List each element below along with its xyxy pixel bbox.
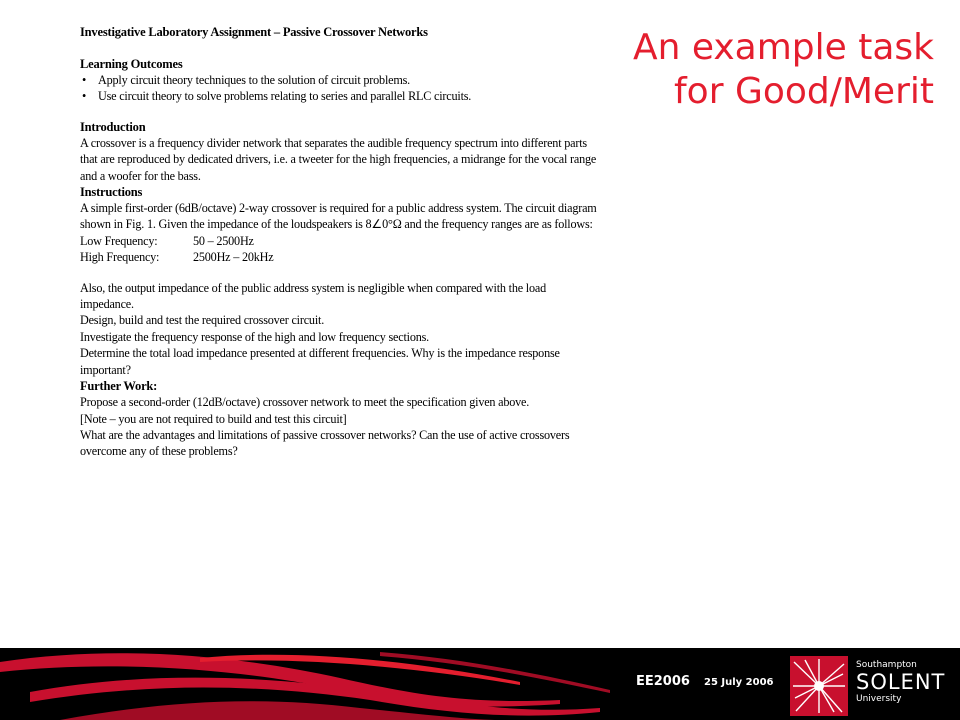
list-item: • Use circuit theory to solve problems relating to series and parallel RLC circuits. xyxy=(80,88,600,104)
instructions-text: A simple first-order (6dB/octave) 2-way crossover is required for a public address system. The circuit diagram shown in Fig. 1. Given the impedance of the loudspeakers is 8∠0°Ω and the frequency ranges are as follows: xyxy=(80,201,597,232)
course-code: EE2006 xyxy=(636,674,690,689)
logo-line: University xyxy=(856,694,902,704)
range-value: 2500Hz – 20kHz xyxy=(193,250,274,265)
document-title: Investigative Laboratory Assignment – Passive Crossover Networks xyxy=(80,25,428,39)
range-label: Low Frequency: xyxy=(80,233,158,248)
footer-date: 25 July 2006 xyxy=(704,677,774,688)
instructions-paragraph: Also, the output impedance of the public address system is negligible when compared with the load impedance. xyxy=(80,280,546,312)
assignment-document xyxy=(80,24,600,460)
frequency-ranges xyxy=(80,233,600,266)
range-value: 50 – 2500Hz xyxy=(193,233,254,248)
slide-title xyxy=(594,26,934,114)
further-work-note: [Note – you are not required to build and test this circuit] xyxy=(80,411,347,426)
further-work-heading: Further Work: xyxy=(80,379,158,394)
learning-outcomes-list xyxy=(80,72,600,105)
introduction-text: A crossover is a frequency divider network that separates the audible frequency spectrum into different parts that are reproduced by dedicated drivers, i.e. a tweeter for the high frequencies, a midrange for the vocal range and a woofer for the bass. xyxy=(80,135,597,183)
learning-outcomes-heading: Learning Outcomes xyxy=(80,57,183,71)
range-label: High Frequency: xyxy=(80,250,160,265)
list-item: • Apply circuit theory techniques to the solution of circuit problems. xyxy=(80,72,600,88)
slide-title-line: An example task xyxy=(632,27,934,68)
instructions-paragraph: Determine the total load impedance presented at different frequencies. Why is the impedance response important? xyxy=(80,346,560,377)
university-logo-text xyxy=(856,660,945,705)
range-row-high xyxy=(80,249,600,265)
introduction-heading: Introduction xyxy=(80,119,146,134)
further-work-question: What are the advantages and limitations of passive crossover networks? Can the use of active crossovers overcome any of these problems? xyxy=(80,427,570,459)
range-row-low xyxy=(80,233,600,249)
instructions-heading: Instructions xyxy=(80,185,143,200)
logo-line: SOLENT xyxy=(856,670,946,694)
instructions-paragraph: Investigate the frequency response of the high and low frequency sections. xyxy=(80,329,430,344)
instructions-paragraph: Design, build and test the required crossover circuit. xyxy=(80,313,325,328)
further-work-line: Propose a second-order (12dB/octave) crossover network to meet the specification given above. xyxy=(80,395,530,410)
logo-line: Southampton xyxy=(856,660,917,670)
slide-title-line: for Good/Merit xyxy=(674,71,934,112)
starburst-logo-icon xyxy=(790,656,848,716)
